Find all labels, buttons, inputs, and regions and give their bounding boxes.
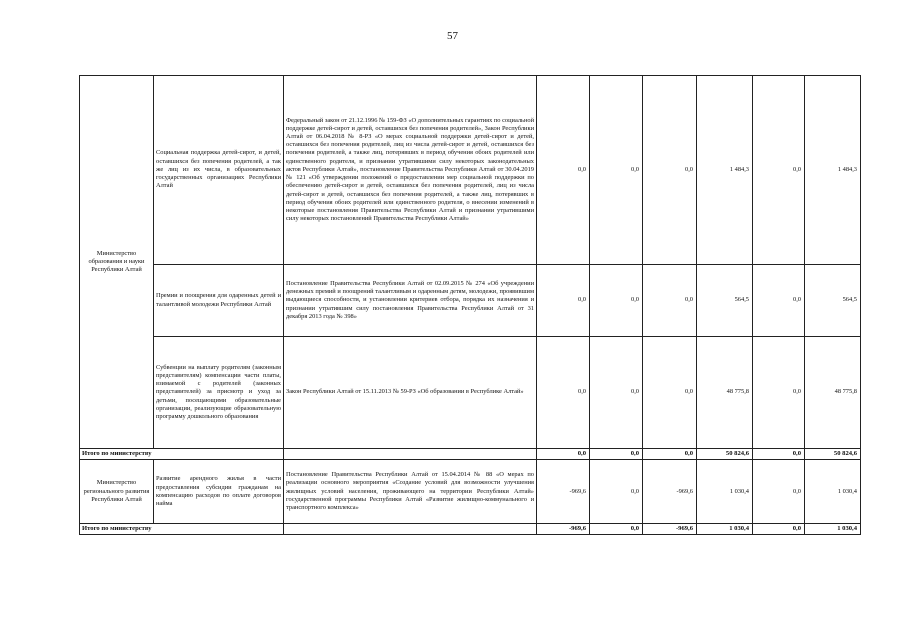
table-row bbox=[80, 337, 861, 449]
value-cell: 0,0 bbox=[537, 265, 590, 337]
value-cell: 0,0 bbox=[753, 265, 805, 337]
page-number: 57 bbox=[447, 30, 458, 42]
purpose-cell: Социальная поддержка детей-сирот, и детей, оставшихся без попечения родителей, а так же лиц из их числа, в образовательных государственных организациях Республики Алтай bbox=[154, 76, 284, 265]
total-value-cell: 0,0 bbox=[537, 449, 590, 460]
total-value-cell: 0,0 bbox=[753, 524, 805, 535]
legal-basis-cell: Постановление Правительства Республики Алтай от 15.04.2014 № 88 «О мерах по реализации основного мероприятия «Создание условий для возможности улучшения жилищных условий населения, проживающего на территории Республики Алтай» государственной программы Республики Алтай «Развитие жилищно-коммунального и транспортного комплекса» bbox=[284, 460, 537, 524]
value-cell: -969,6 bbox=[537, 460, 590, 524]
purpose-cell: Премии и поощрения для одаренных детей и талантливой молодежи Республики Алтай bbox=[154, 265, 284, 337]
total-label: Итого по министерству bbox=[80, 524, 284, 535]
value-cell: 0,0 bbox=[537, 337, 590, 449]
value-cell: -969,6 bbox=[643, 460, 697, 524]
total-value-cell: 50 824,6 bbox=[805, 449, 861, 460]
value-cell: 1 030,4 bbox=[805, 460, 861, 524]
value-cell: 0,0 bbox=[590, 76, 643, 265]
ministry-name-cell: Министерство образования и науки Республики Алтай bbox=[80, 76, 154, 449]
total-value-cell: 1 030,4 bbox=[805, 524, 861, 535]
empty-cell bbox=[284, 449, 537, 460]
value-cell: 1 030,4 bbox=[697, 460, 753, 524]
value-cell: 1 484,3 bbox=[805, 76, 861, 265]
total-value-cell: 0,0 bbox=[590, 524, 643, 535]
table-row bbox=[80, 76, 861, 265]
ministry-total-row bbox=[80, 524, 861, 535]
value-cell: 0,0 bbox=[753, 337, 805, 449]
total-value-cell: 1 030,4 bbox=[697, 524, 753, 535]
total-value-cell: 0,0 bbox=[643, 449, 697, 460]
budget-table bbox=[79, 75, 861, 535]
total-value-cell: 50 824,6 bbox=[697, 449, 753, 460]
legal-basis-cell: Закон Республики Алтай от 15.11.2013 № 59-РЗ «Об образовании в Республике Алтай» bbox=[284, 337, 537, 449]
value-cell: 0,0 bbox=[643, 76, 697, 265]
value-cell: 564,5 bbox=[805, 265, 861, 337]
total-value-cell: 0,0 bbox=[753, 449, 805, 460]
total-value-cell: -969,6 bbox=[537, 524, 590, 535]
value-cell: 0,0 bbox=[590, 337, 643, 449]
value-cell: 1 484,3 bbox=[697, 76, 753, 265]
total-value-cell: -969,6 bbox=[643, 524, 697, 535]
value-cell: 0,0 bbox=[590, 460, 643, 524]
value-cell: 0,0 bbox=[753, 76, 805, 265]
value-cell: 0,0 bbox=[590, 265, 643, 337]
purpose-cell: Развитие арендного жилья в части предоставления субсидии гражданам на компенсацию расходов по оплате договоров найма bbox=[154, 460, 284, 524]
value-cell: 48 775,8 bbox=[805, 337, 861, 449]
value-cell: 0,0 bbox=[753, 460, 805, 524]
value-cell: 0,0 bbox=[643, 265, 697, 337]
legal-basis-cell: Федеральный закон от 21.12.1996 № 159-ФЗ «О дополнительных гарантиях по социальной поддержке детей-сирот и детей, оставшихся без попечения родителей», Закон Республики Алтай от 06.04.2018 № 8-РЗ «О мерах социальной поддержки детей-сирот и детей, оставшихся без попечения родителей, лиц из числа детей-сирот и детей, оставшихся без попечения родителей, а также лиц, потерявших в период обучения обоих родителей или единственного родителя, и признании утратившими силу некоторых законодательных актов Республики Алтай», постановление Правительства Республики Алтай от 30.04.2019 № 121 «Об утверждении положений о предоставлении мер социальной поддержки по обеспечению детей-сирот и детей, оставшихся без попечения родителей, лиц из числа детей-сирот и детей, оставшихся без попечения родителей, а также лиц, потерявших в период обучения обоих родителей или единственного родителя, о внесении изменений в некоторые постановления Правительства Республики Алтай и признании утратившими силу некоторых постановлений Правительства Республики Алтай» bbox=[284, 76, 537, 265]
value-cell: 564,5 bbox=[697, 265, 753, 337]
value-cell: 0,0 bbox=[643, 337, 697, 449]
ministry-total-row bbox=[80, 449, 861, 460]
purpose-cell: Субвенции на выплату родителям (законным представителям) компенсации части платы, взимаемой с родителей (законных представителей) за присмотр и уход за детьми, посещающими образовательные организации, реализующие образовательную программу дошкольного образования bbox=[154, 337, 284, 449]
total-label: Итого по министерству bbox=[80, 449, 284, 460]
table-row bbox=[80, 265, 861, 337]
ministry-name-cell: Министерство регионального развития Республики Алтай bbox=[80, 460, 154, 524]
legal-basis-cell: Постановление Правительства Республики Алтай от 02.09.2015 № 274 «Об учреждении денежных премий и поощрений талантливым и одаренным детям, молодежи, проявившим выдающиеся способности, и установлении критериев отбора, порядка их назначения и признании утратившим силу постановления Правительства Республики Алтай от 31 декабря 2013 года № 398» bbox=[284, 265, 537, 337]
empty-cell bbox=[284, 524, 537, 535]
value-cell: 0,0 bbox=[537, 76, 590, 265]
table-row bbox=[80, 460, 861, 524]
total-value-cell: 0,0 bbox=[590, 449, 643, 460]
value-cell: 48 775,8 bbox=[697, 337, 753, 449]
